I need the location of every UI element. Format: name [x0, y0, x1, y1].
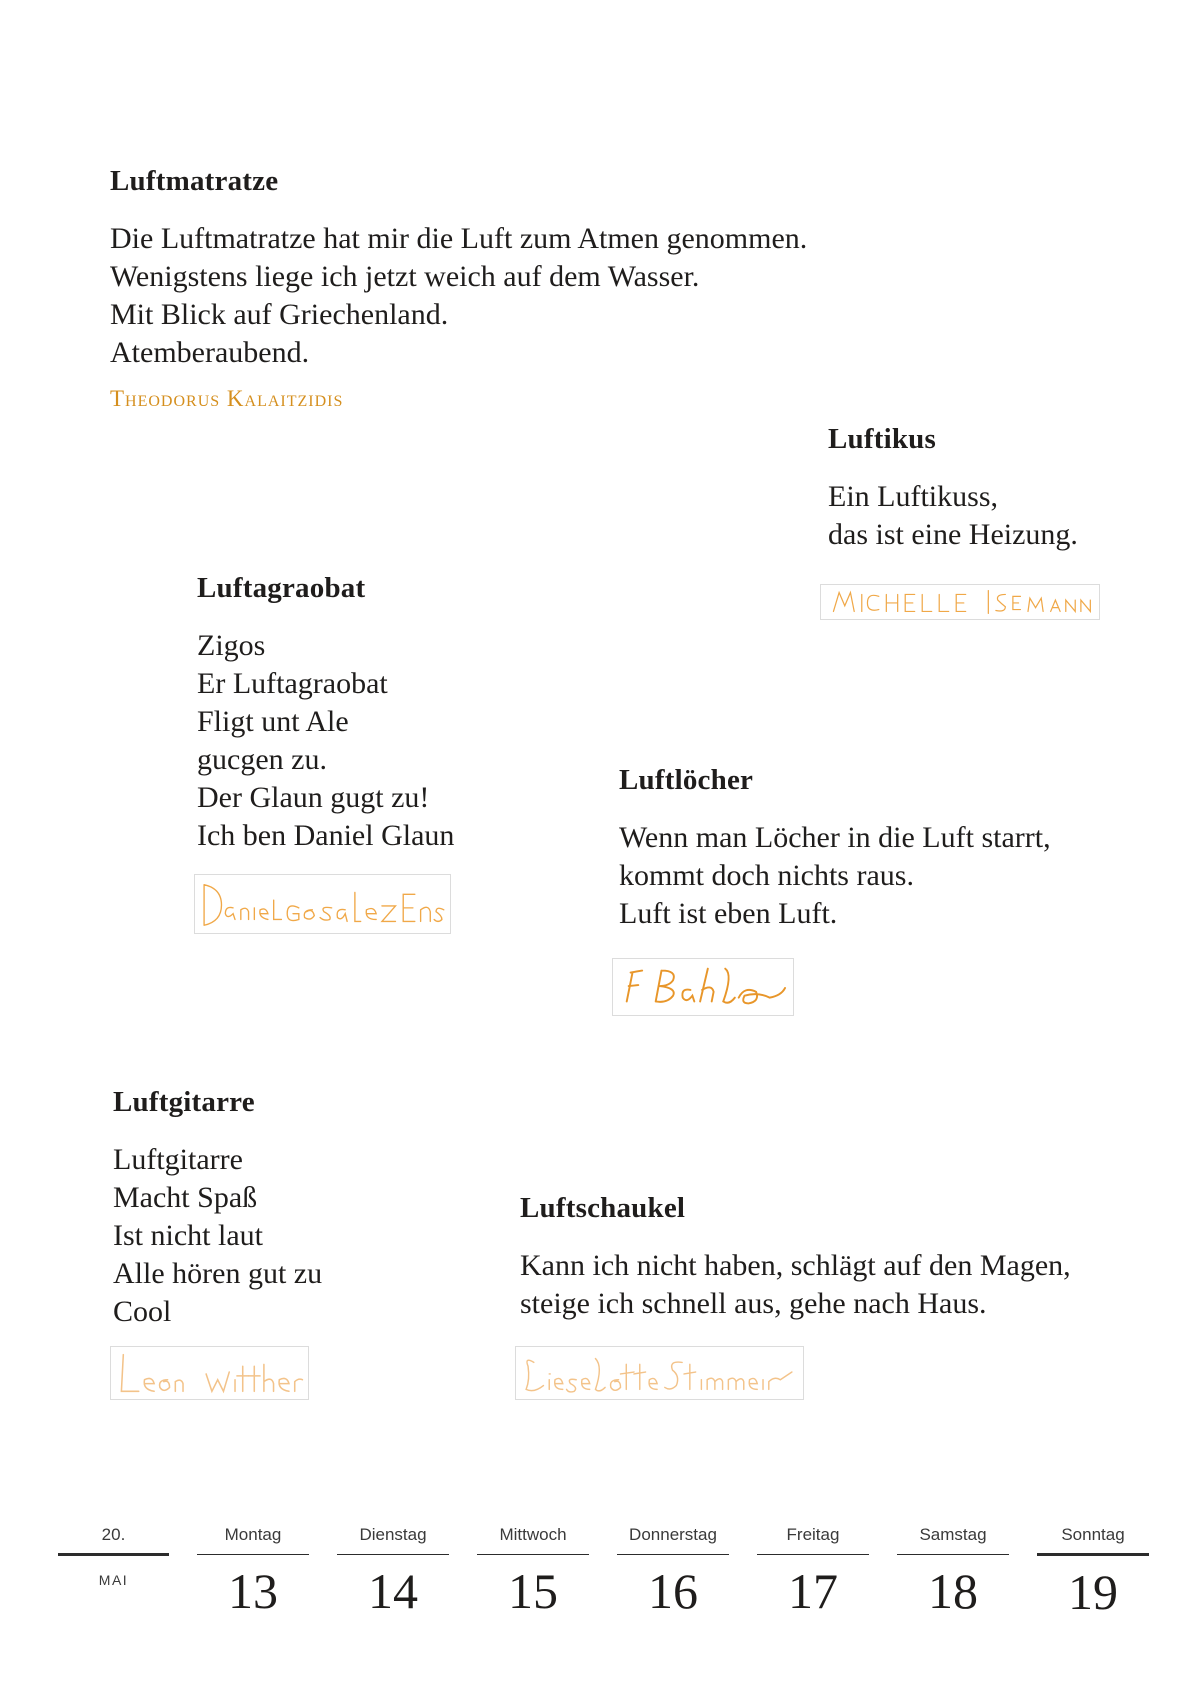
poem-line: Zigos: [197, 629, 266, 662]
calendar-day-wednesday: [477, 1522, 589, 1623]
poem-title: Luftlöcher: [619, 764, 754, 796]
calendar-divider: [337, 1554, 449, 1555]
calendar-day-friday: [757, 1522, 869, 1623]
poem-luftagraobat: [197, 572, 454, 855]
poem-title: Luftagraobat: [197, 572, 366, 604]
signature-lieselotte: [515, 1346, 804, 1400]
calendar-day-tuesday: [337, 1522, 449, 1623]
poem-line: gucgen zu.: [197, 743, 327, 776]
poem-luftikus: [828, 423, 1078, 554]
poem-line: Alle hören gut zu: [113, 1257, 323, 1290]
calendar-day-name: Freitag: [786, 1525, 840, 1544]
poem-line: Die Luftmatratze hat mir die Luft zum Atmen genommen.: [110, 222, 808, 255]
handwritten-signature: [821, 585, 1099, 619]
poem-line: kommt doch nichts raus.: [619, 859, 914, 892]
poem-line: das ist eine Heizung.: [828, 518, 1078, 551]
poem-line: Wenigstens liege ich jetzt weich auf dem Wasser.: [110, 260, 700, 293]
signature-f-bahe: [612, 958, 794, 1016]
signature-daniel-gosalez: [194, 874, 451, 934]
calendar-divider: [897, 1554, 1009, 1555]
handwritten-signature: [516, 1347, 803, 1399]
poem-line: Luftgitarre: [113, 1143, 243, 1176]
poem-line: Ein Luftikuss,: [828, 480, 998, 513]
calendar-day-saturday: [897, 1522, 1009, 1623]
calendar-month: MAI: [98, 1572, 129, 1588]
signature-michelle-isemann: [820, 584, 1100, 620]
poem-line: Macht Spaß: [113, 1181, 258, 1214]
poem-luftgitarre: [113, 1086, 322, 1331]
calendar-day-name: Montag: [224, 1525, 282, 1544]
handwritten-signature: [195, 875, 450, 933]
calendar-divider: [1037, 1553, 1149, 1556]
poem-line: Mit Blick auf Griechenland.: [110, 298, 449, 331]
calendar-day-sunday: [1037, 1522, 1149, 1624]
handwritten-signature: [111, 1347, 308, 1399]
poem-line: steige ich schnell aus, gehe nach Haus.: [520, 1287, 987, 1320]
poem-luftmatratze: [110, 165, 807, 412]
calendar-day-date: 13: [228, 1563, 278, 1619]
poem-line: Wenn man Löcher in die Luft starrt,: [619, 821, 1051, 854]
calendar-day-date: 17: [788, 1563, 838, 1619]
calendar-day-thursday: [617, 1522, 729, 1623]
poem-line: Ist nicht laut: [113, 1219, 263, 1252]
calendar-day-date: 16: [648, 1563, 698, 1619]
calendar-divider: [757, 1554, 869, 1555]
calendar-day-date: 18: [928, 1563, 978, 1619]
calendar-day-date: 19: [1068, 1564, 1118, 1620]
calendar-day-monday: [197, 1522, 309, 1623]
calendar-day-name: Donnerstag: [629, 1525, 717, 1544]
handwritten-signature: [613, 959, 793, 1015]
calendar-divider: [617, 1554, 729, 1555]
poem-author: Theodorus Kalaitzidis: [110, 386, 344, 411]
poem-line: Cool: [113, 1295, 172, 1328]
calendar-day-name: Sonntag: [1061, 1525, 1125, 1544]
poem-line: Luft ist eben Luft.: [619, 897, 838, 930]
calendar-day-name: Samstag: [919, 1525, 987, 1544]
poem-line: Atemberaubend.: [110, 336, 310, 369]
poem-title: Luftschaukel: [520, 1192, 686, 1224]
poem-line: Kann ich nicht haben, schlägt auf den Magen,: [520, 1249, 1071, 1282]
poem-title: Luftgitarre: [113, 1086, 255, 1118]
poem-luftloecher: [619, 764, 1051, 933]
calendar-day-name: Dienstag: [359, 1525, 427, 1544]
poem-title: Luftmatratze: [110, 165, 279, 197]
calendar-week-number: 20.: [101, 1525, 126, 1544]
poem-line: Ich ben Daniel Glaun: [197, 819, 455, 852]
calendar-day-name: Mittwoch: [499, 1525, 567, 1544]
poem-title: Luftikus: [828, 423, 936, 455]
poem-line: Fligt unt Ale: [197, 705, 349, 738]
calendar-day-date: 15: [508, 1563, 558, 1619]
calendar-day-date: 14: [368, 1563, 418, 1619]
calendar-divider: [197, 1554, 309, 1555]
poem-luftschaukel: [520, 1192, 1071, 1323]
poem-line: Er Luftagraobat: [197, 667, 388, 700]
poem-line: Der Glaun gugt zu!: [197, 781, 430, 814]
calendar-week-column: [58, 1522, 169, 1588]
calendar-divider: [477, 1554, 589, 1555]
signature-leon-wittner: [110, 1346, 309, 1400]
calendar-divider: [58, 1553, 169, 1556]
